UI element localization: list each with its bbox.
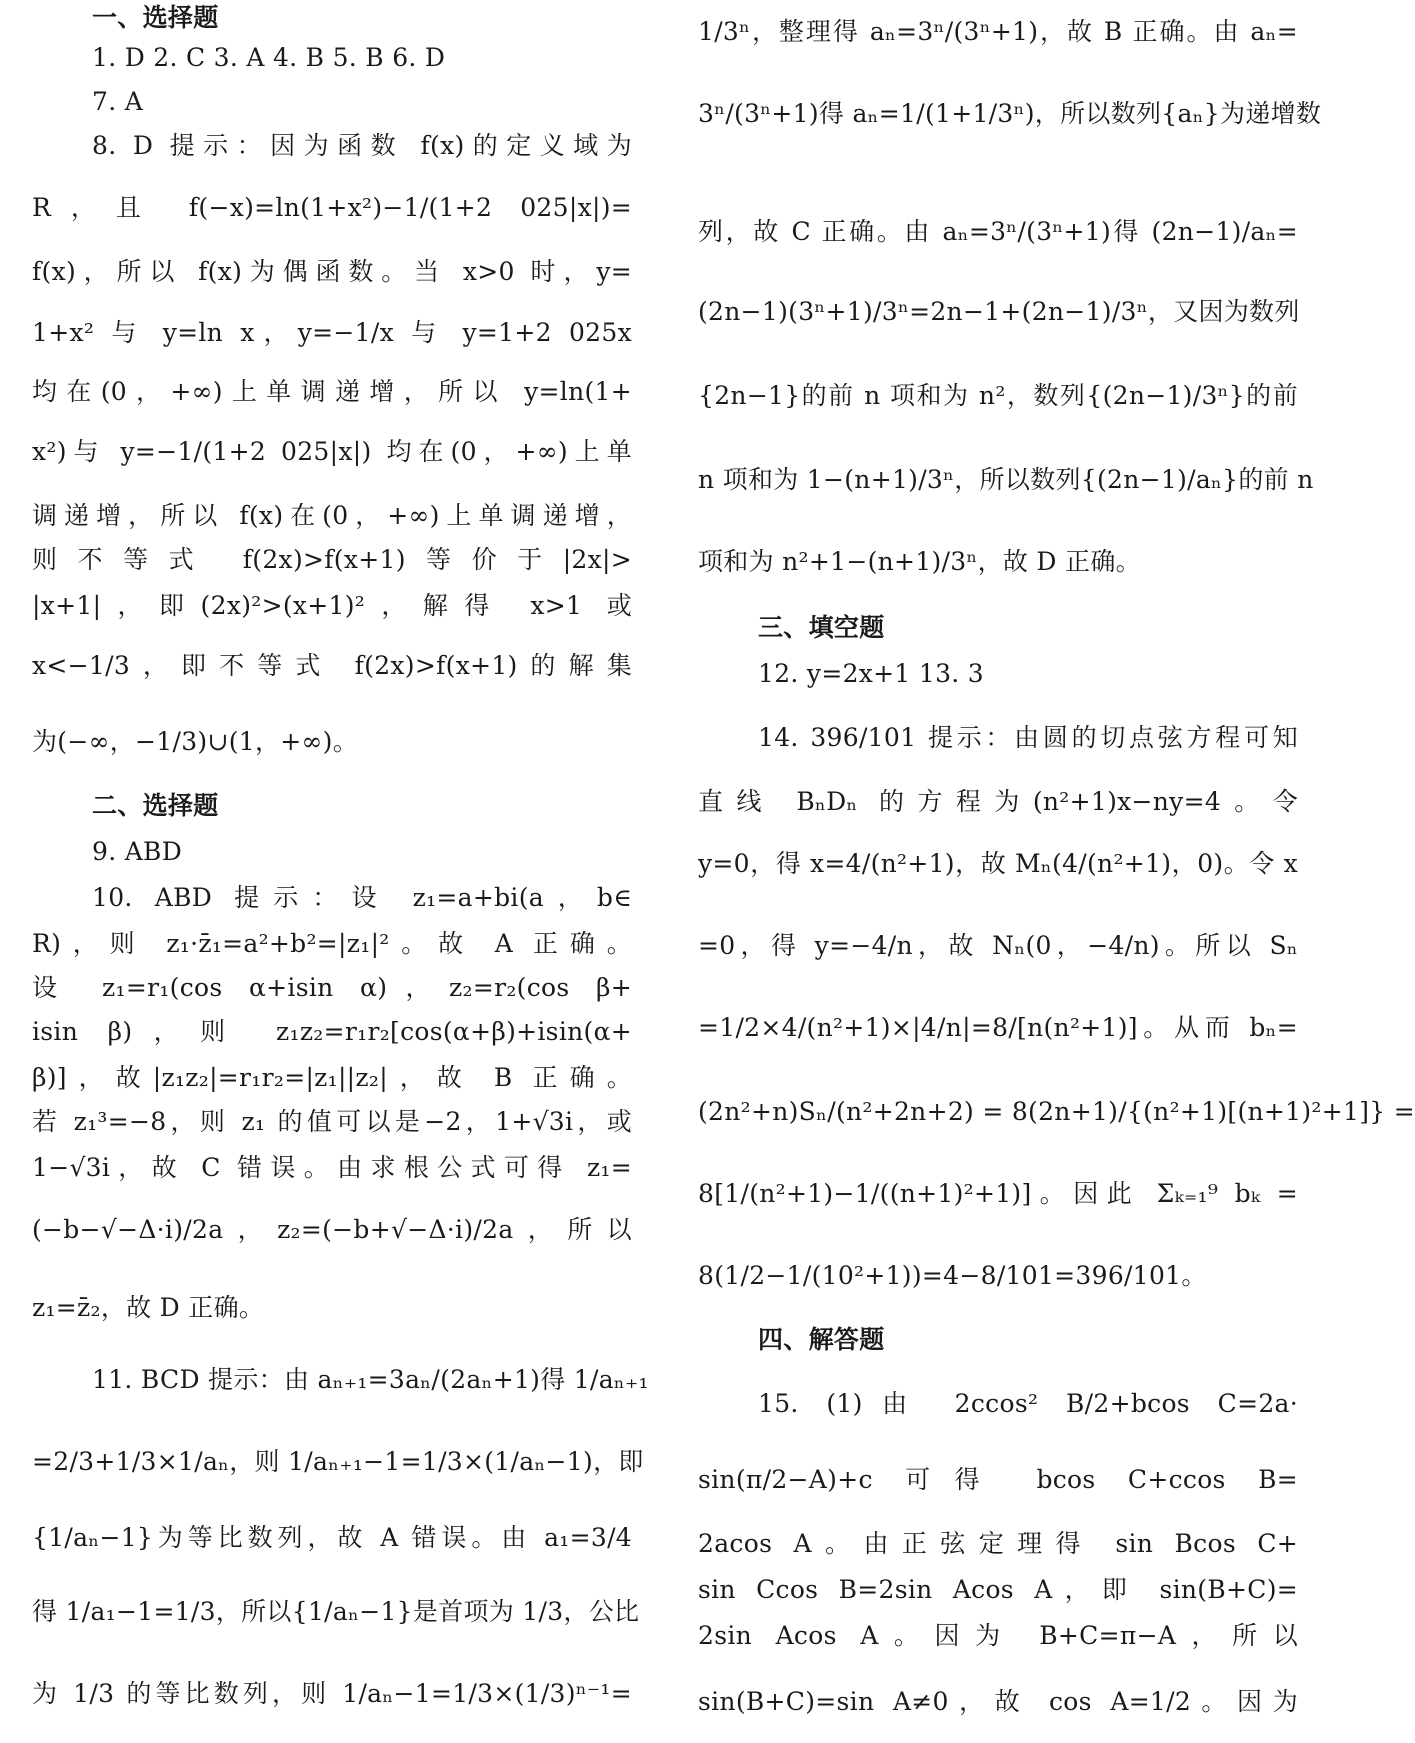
text-line: =2/3+1/3×1/aₙ，则 1/aₙ₊₁−1=1/3×(1/aₙ−1)，即 — [32, 1447, 644, 1476]
text-line: 项和为 n²+1−(n+1)/3ⁿ，故 D 正确。 — [698, 547, 1141, 576]
text-line: 7. A — [92, 87, 144, 116]
text-line: sin(π/2−A)+c 可得 bcos C+ccos B= — [698, 1465, 1298, 1494]
text-line: 得 1/a₁−1=1/3，所以{1/aₙ−1}是首项为 1/3，公比 — [32, 1597, 640, 1626]
text-line: 为 1/3 的等比数列，则 1/aₙ−1=1/3×(1/3)ⁿ⁻¹= — [32, 1679, 632, 1708]
text-line: sin(B+C)=sin A≠0，故 cos A=1/2。因为 — [698, 1687, 1298, 1716]
text-line: x²)与 y=−1/(1+2 025|x|) 均在(0，+∞)上单 — [32, 437, 632, 466]
text-line: 1−√3i，故 C 错误。由求根公式可得 z₁= — [32, 1153, 632, 1182]
section-heading: 二、选择题 — [92, 791, 219, 820]
text-line: 直线 BₙDₙ 的方程为(n²+1)x−ny=4。令 — [698, 787, 1298, 816]
text-line: f(x)，所以 f(x)为偶函数。当 x>0 时，y= — [32, 257, 632, 286]
text-line: 1. D 2. C 3. A 4. B 5. B 6. D — [92, 43, 446, 72]
text-line: 2sin Acos A。因为 B+C=π−A，所以 — [698, 1621, 1298, 1650]
text-line: 列，故 C 正确。由 aₙ=3ⁿ/(3ⁿ+1)得 (2n−1)/aₙ= — [698, 217, 1298, 246]
text-line: n 项和为 1−(n+1)/3ⁿ，所以数列{(2n−1)/aₙ}的前 n — [698, 465, 1314, 494]
text-line: R，且 f(−x)=ln(1+x²)−1/(1+2 025|x|)= — [32, 193, 632, 222]
left-column — [32, 0, 649, 1743]
text-line: 8(1/2−1/(10²+1))=4−8/101=396/101。 — [698, 1261, 1207, 1290]
text-line: {1/aₙ−1}为等比数列，故 A 错误。由 a₁=3/4 — [32, 1523, 632, 1552]
section-heading: 三、填空题 — [758, 613, 885, 642]
text-line: (2n²+n)Sₙ/(n²+2n+2) = 8(2n+1)/{(n²+1)[(n+1)²+1]} = — [698, 1097, 1415, 1126]
text-line: z₁=z̄₂，故 D 正确。 — [32, 1293, 265, 1322]
text-line: 则不等式 f(2x)>f(x+1)等价于|2x|> — [32, 545, 632, 574]
text-line: sin Ccos B=2sin Acos A，即 sin(B+C)= — [698, 1575, 1298, 1604]
text-line: 1+x² 与 y=ln x，y=−1/x 与 y=1+2 025x — [32, 318, 632, 347]
text-line: 均在(0，+∞)上单调递增，所以 y=ln(1+ — [32, 377, 632, 406]
text-line: 8[1/(n²+1)−1/((n+1)²+1)]。因此 Σₖ₌₁⁹ bₖ = — [698, 1179, 1298, 1208]
text-line: 1/3ⁿ，整理得 aₙ=3ⁿ/(3ⁿ+1)，故 B 正确。由 aₙ= — [698, 17, 1298, 46]
text-line: R)，则 z₁·z̄₁=a²+b²=|z₁|²。故 A 正确。 — [32, 929, 632, 958]
text-line: 14. 396/101 提示：由圆的切点弦方程可知 — [758, 723, 1298, 752]
text-line: x<−1/3，即不等式 f(2x)>f(x+1)的解集 — [32, 651, 632, 680]
text-line: 10. ABD 提示：设 z₁=a+bi(a，b∈ — [92, 883, 632, 912]
text-line: 若 z₁³=−8，则 z₁ 的值可以是−2，1+√3i，或 — [32, 1107, 632, 1136]
text-line: {2n−1}的前 n 项和为 n²，数列{(2n−1)/3ⁿ}的前 — [698, 381, 1298, 410]
text-line: β)]，故|z₁z₂|=r₁r₂=|z₁||z₂|，故 B 正确。 — [32, 1063, 632, 1092]
text-line: 为(−∞，−1/3)∪(1，+∞)。 — [32, 727, 358, 756]
section-heading: 四、解答题 — [758, 1325, 885, 1354]
text-line: 设 z₁=r₁(cos α+isin α)，z₂=r₂(cos β+ — [32, 973, 632, 1002]
text-line: 11. BCD 提示：由 aₙ₊₁=3aₙ/(2aₙ+1)得 1/aₙ₊₁ — [92, 1365, 649, 1394]
section-heading: 一、选择题 — [92, 3, 219, 32]
text-line: 12. y=2x+1 13. 3 — [758, 659, 984, 688]
text-line: |x+1|，即(2x)²>(x+1)²，解得 x>1 或 — [32, 591, 632, 620]
right-column — [698, 0, 1415, 1743]
text-line: 9. ABD — [92, 837, 183, 866]
text-line: 15. (1)由 2ccos² B/2+bcos C=2a· — [758, 1389, 1298, 1418]
text-line: isin β)，则 z₁z₂=r₁r₂[cos(α+β)+isin(α+ — [32, 1017, 632, 1046]
text-line: 调递增，所以 f(x)在(0，+∞)上单调递增， — [32, 501, 632, 530]
text-line: (−b−√−Δ·i)/2a，z₂=(−b+√−Δ·i)/2a，所以 — [32, 1215, 632, 1244]
text-line: y=0，得 x=4/(n²+1)，故 Mₙ(4/(n²+1)，0)。令 x — [698, 849, 1298, 878]
text-line: 2acos A。由正弦定理得 sin Bcos C+ — [698, 1529, 1298, 1558]
text-line: =0，得 y=−4/n，故 Nₙ(0，−4/n)。所以 Sₙ — [698, 931, 1298, 960]
text-line: 8. D 提示：因为函数 f(x)的定义域为 — [92, 131, 632, 160]
text-line: (2n−1)(3ⁿ+1)/3ⁿ=2n−1+(2n−1)/3ⁿ，又因为数列 — [698, 297, 1300, 326]
text-line: =1/2×4/(n²+1)×|4/n|=8/[n(n²+1)]。从而 bₙ= — [698, 1013, 1298, 1042]
text-line: 3ⁿ/(3ⁿ+1)得 aₙ=1/(1+1/3ⁿ)，所以数列{aₙ}为递增数 — [698, 99, 1322, 128]
